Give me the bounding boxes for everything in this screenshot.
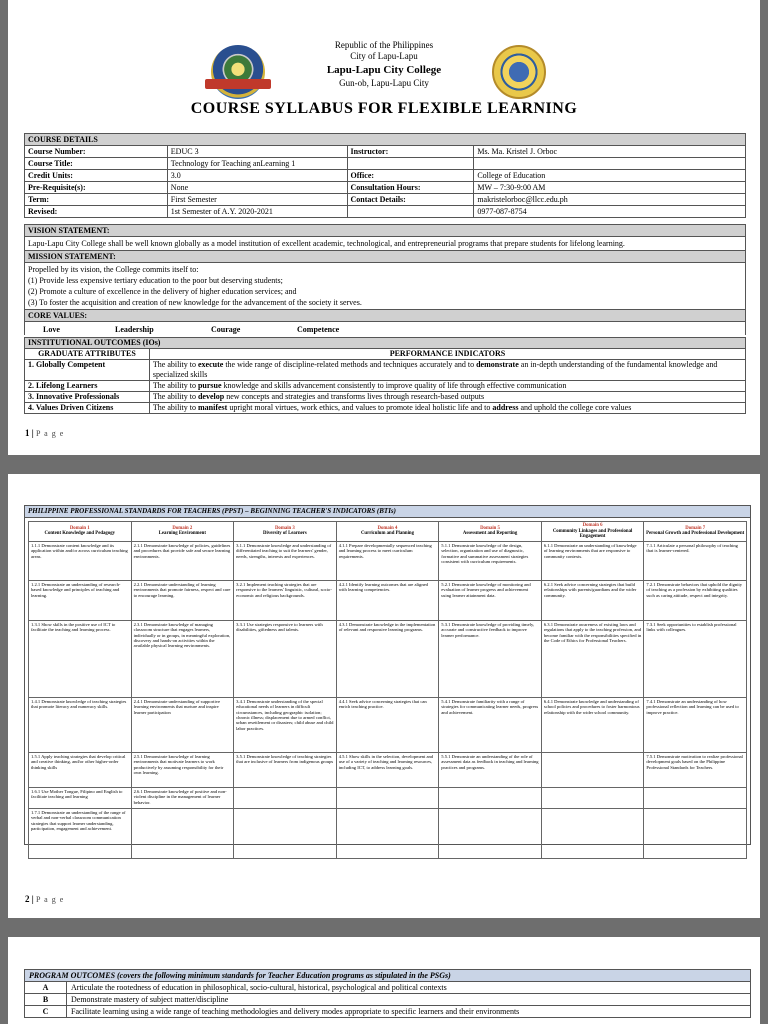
ppst-indicator-cell: 3.4.1 Demonstrate understanding of the special educational needs of learners in difficult circumstances, including geographic isolation; chronic illness; displacement due to armed conflict, urban resettlement or disasters; child abuse and child labor practices. (234, 697, 337, 752)
io-col-indicators: PERFORMANCE INDICATORS (149, 349, 745, 360)
program-outcome-text: Demonstrate mastery of subject matter/discipline (67, 994, 751, 1006)
mission-block (24, 250, 746, 310)
ppst-indicator-cell: 4.5.1 Show skills in the selection, development and use of a variety of teaching and learning resources, including ICT, to address learning goals. (336, 752, 439, 787)
ppst-indicator-cell (336, 808, 439, 858)
program-outcome-row (25, 994, 751, 1006)
io-attribute: 1. Globally Competent (25, 360, 150, 381)
ppst-indicator-cell: 7.4.1 Demonstrate an understanding of how professional reflection and learning can be used to improve practice. (644, 697, 747, 752)
ppst-indicator-cell (439, 787, 542, 808)
program-outcomes-table (24, 969, 751, 1018)
ppst-indicator-cell (541, 752, 644, 787)
io-row (25, 360, 746, 381)
ppst-indicator-cell (131, 808, 234, 858)
io-heading: INSTITUTIONAL OUTCOMES (IOs) (25, 338, 746, 349)
ppst-indicator-cell: 5.4.1 Demonstrate familiarity with a range of strategies for communicating learner needs, progress and achievement. (439, 697, 542, 752)
io-indicator: The ability to manifest upright moral virtues, work ethics, and values to promote ideal holistic life and to address and uphold the college core values (149, 403, 745, 414)
ppst-indicator-cell: 3.3.1 Use strategies responsive to learners with disabilities, giftedness and talents. (234, 620, 337, 697)
ppst-indicator-cell: 1.3.1 Show skills in the positive use of ICT to facilitate the teaching and learning process. (29, 620, 132, 697)
revised-label: Revised: (25, 206, 168, 218)
ppst-indicator-cell: 7.2.1 Demonstrate behaviors that uphold the dignity of teaching as a profession by exhibiting qualities such as caring attitude, respect and integrity. (644, 580, 747, 620)
core-values-block (24, 309, 746, 335)
ppst-domain-header: Domain 7 Personal Growth and Professional Development (644, 522, 747, 542)
core-value-item: Courage (211, 325, 241, 334)
term-value: First Semester (167, 194, 347, 206)
prereq-label: Pre-Requisite(s): (25, 182, 168, 194)
ppst-indicator-cell (234, 787, 337, 808)
ppst-indicator-cell: 2.6.1 Demonstrate knowledge of positive and non-violent discipline in the management of learner behavior. (131, 787, 234, 808)
ppst-indicator-cell: 7.5.1 Demonstrate motivation to realize professional development goals based on the Philippine Professional Standards for Teachers. (644, 752, 747, 787)
page-3 (8, 937, 760, 1024)
revised-value: 1st Semester of A.Y. 2020-2021 (167, 206, 347, 218)
io-col-attributes: GRADUATE ATTRIBUTES (25, 349, 150, 360)
io-row (25, 392, 746, 403)
ppst-row (29, 752, 747, 787)
course-details-heading: COURSE DETAILS (25, 134, 746, 146)
core-value-item: Leadership (115, 325, 154, 334)
ppst-indicator-cell: 1.4.1 Demonstrate knowledge of teaching strategies that promote literacy and numeracy skills. (29, 697, 132, 752)
program-outcome-row (25, 1006, 751, 1018)
ppst-row (29, 808, 747, 858)
io-attribute: 2. Lifelong Learners (25, 381, 150, 392)
ppst-indicator-cell: 6.1.1 Demonstrate an understanding of knowledge of learning environments that are responsive to community contexts. (541, 541, 644, 580)
ppst-indicator-cell: 7.3.1 Seek opportunities to establish professional links with colleagues. (644, 620, 747, 697)
ppst-indicator-cell: 6.3.1 Demonstrate awareness of existing laws and regulations that apply to the teaching profession, and become familiar with the responsibilities specified in the Code of Ethics for Professional Teachers. (541, 620, 644, 697)
ppst-indicator-cell (541, 787, 644, 808)
ppst-indicator-cell (644, 808, 747, 858)
ppst-indicator-cell (234, 808, 337, 858)
io-indicator: The ability to pursue knowledge and skills advancement consistently to improve quality of life through effective communication (149, 381, 745, 392)
io-indicator: The ability to develop new concepts and strategies and transforms lives through research-based outputs (149, 392, 745, 403)
college-name: Lapu-Lapu City College (326, 64, 442, 76)
ppst-indicator-cell: 6.4.1 Demonstrate knowledge and understanding of school policies and procedures to foster harmonious relationship with the wider school community. (541, 697, 644, 752)
ppst-indicator-cell: 4.2.1 Identify learning outcomes that are aligned with learning competencies. (336, 580, 439, 620)
core-value-item: Love (43, 325, 60, 334)
vision-heading: VISION STATEMENT: (25, 225, 745, 237)
ppst-domain-header: Domain 2 Learning Environment (131, 522, 234, 542)
ppst-indicator-cell: 6.2.1 Seek advice concerning strategies that build relationships with parents/guardians and the wider community. (541, 580, 644, 620)
io-indicator: The ability to execute the wide range of discipline-related methods and techniques accurately and to demonstrate an in-depth understanding of the fundamental knowledge and specialized skills (149, 360, 745, 381)
program-outcomes-heading: PROGRAM OUTCOMES (covers the following minimum standards for Teacher Education programs as stipulated in the PSGs) (25, 970, 751, 982)
instructor-label: Instructor: (347, 146, 474, 158)
ppst-indicator-cell (336, 787, 439, 808)
program-outcome-letter: B (25, 994, 67, 1006)
ppst-indicator-cell (541, 808, 644, 858)
ppst-indicator-cell: 1.2.1 Demonstrate an understanding of research-based knowledge and principles of teaching and learning. (29, 580, 132, 620)
program-outcome-text: Articulate the rootedness of education in philosophical, socio-cultural, historical, psychological and political contexts (67, 982, 751, 994)
ppst-table (28, 521, 747, 859)
ppst-indicator-cell: 2.2.1 Demonstrate understanding of learning environments that promote fairness, respect and care to encourage learning. (131, 580, 234, 620)
ppst-indicator-cell: 2.3.1 Demonstrate knowledge of managing classroom structure that engages learners, individually or in groups, in meaningful exploration, discovery and hands-on activities within the available physical learning environments. (131, 620, 234, 697)
header-text (8, 40, 760, 89)
instructor-value: Ms. Ma. Kristel J. Orboc (474, 146, 746, 158)
ppst-indicator-cell: 2.5.1 Demonstrate knowledge of learning environments that motivate learners to work productively by assuming responsibility for their own learning. (131, 752, 234, 787)
ppst-indicator-cell: 1.5.1 Apply teaching strategies that develop critical and creative thinking, and/or other higher-order thinking skills (29, 752, 132, 787)
ppst-indicator-cell: 4.4.1 Seek advice concerning strategies that can enrich teaching practice. (336, 697, 439, 752)
io-row (25, 381, 746, 392)
ppst-domain-header: Domain 3 Diversity of Learners (234, 522, 337, 542)
prereq-value: None (167, 182, 347, 194)
ppst-indicator-cell: 2.4.1 Demonstrate understanding of supportive learning environments that nurture and inspire learner participation (131, 697, 234, 752)
syllabus-header (8, 0, 760, 125)
ppst-indicator-cell: 7.1.1 Articulate a personal philosophy of teaching that is learner-centered. (644, 541, 747, 580)
mission-line: Propelled by its vision, the College commits itself to: (28, 265, 199, 274)
institutional-outcomes-table (24, 337, 746, 414)
ppst-indicator-cell: 5.3.1 Demonstrate knowledge of providing timely, accurate and constructive feedback to improve learner performance. (439, 620, 542, 697)
ppst-indicator-cell: 5.5.1 Demonstrate an understanding of the role of assessment data as feedback in teaching and learning practices and programs. (439, 752, 542, 787)
core-values-heading: CORE VALUES: (25, 310, 745, 322)
ppst-row (29, 541, 747, 580)
term-label: Term: (25, 194, 168, 206)
io-attribute: 4. Values Driven Citizens (25, 403, 150, 414)
ppst-indicator-cell: 1.7.1 Demonstrate an understanding of the range of verbal and non-verbal classroom communication strategies that support learner understanding, participation, engagement and achievement. (29, 808, 132, 858)
ppst-indicator-cell: 3.5.1 Demonstrate knowledge of teaching strategies that are inclusive of learners from indigenous groups (234, 752, 337, 787)
page-number-2: 2 | P a g e (25, 894, 65, 904)
city-line: City of Lapu-Lapu (350, 51, 418, 61)
ppst-domain-header: Domain 4 Curriculum and Planning (336, 522, 439, 542)
credit-units-value: 3.0 (167, 170, 347, 182)
ppst-indicator-cell: 5.1.1 Demonstrate knowledge of the design, selection, organization and use of diagnostic, formative and summative assessment strategies consistent with curriculum requirements. (439, 541, 542, 580)
contact-email[interactable]: makristelorboc@llcc.edu.ph (474, 194, 746, 206)
course-title-value: Technology for Teaching anLearning 1 (167, 158, 347, 170)
office-label: Office: (347, 170, 474, 182)
vision-block (24, 224, 746, 251)
consultation-value: MW – 7:30-9:00 AM (474, 182, 746, 194)
program-outcome-row (25, 982, 751, 994)
contact-phone: 0977-087-8754 (474, 206, 746, 218)
ppst-row (29, 697, 747, 752)
ppst-indicator-cell: 2.1.1 Demonstrate knowledge of policies, guidelines and procedures that provide safe and secure learning environments. (131, 541, 234, 580)
mission-heading: MISSION STATEMENT: (25, 251, 745, 263)
ppst-row (29, 580, 747, 620)
office-value: College of Education (474, 170, 746, 182)
program-outcome-letter: A (25, 982, 67, 994)
ppst-row (29, 620, 747, 697)
mission-line: (3) To foster the acquisition and creation of new knowledge for the advancement of the society it serves. (28, 298, 362, 307)
page-1 (8, 0, 760, 455)
course-number-label: Course Number: (25, 146, 168, 158)
ppst-domain-header: Domain 5 Assessment and Reporting (439, 522, 542, 542)
course-number-value: EDUC 3 (167, 146, 347, 158)
mission-line: (2) Promote a culture of excellence in the delivery of higher education services; and (28, 287, 297, 296)
core-values-row (25, 322, 745, 335)
program-outcome-letter: C (25, 1006, 67, 1018)
course-title-label: Course Title: (25, 158, 168, 170)
io-attribute: 3. Innovative Professionals (25, 392, 150, 403)
course-details-table (24, 133, 746, 218)
ppst-indicator-cell: 4.1.1 Prepare developmentally sequenced teaching and learning process to meet curriculum requirements. (336, 541, 439, 580)
mission-text (25, 263, 745, 309)
republic-line: Republic of the Philippines (334, 40, 434, 50)
page-number-1: 1 | P a g e (25, 428, 65, 438)
credit-units-label: Credit Units: (25, 170, 168, 182)
ppst-indicator-cell (439, 808, 542, 858)
ppst-domain-header: Domain 6 Community Linkages and Professional Engagement (541, 522, 644, 542)
vision-text: Lapu-Lapu City College shall be well known globally as a model institution of excellent academic, technological, and entrepreneurial programs that prepare students for lifelong learning. (28, 239, 625, 248)
ppst-indicator-cell: 1.1.1 Demonstrate content knowledge and its application within and/or across curriculum teaching areas. (29, 541, 132, 580)
ppst-indicator-cell: 4.3.1 Demonstrate knowledge in the implementation of relevant and responsive learning programs. (336, 620, 439, 697)
ppst-row (29, 787, 747, 808)
contact-label: Contact Details: (347, 194, 474, 206)
program-outcome-text: Facilitate learning using a wide range of teaching methodologies and delivery modes appropriate to specific learners and their environments (67, 1006, 751, 1018)
mission-line: (1) Provide less expensive tertiary education to the poor but deserving students; (28, 276, 283, 285)
core-value-item: Competence (297, 325, 340, 334)
ppst-title: PHILIPPINE PROFESSIONAL STANDARDS FOR TEACHERS (PPST) – BEGINNING TEACHER'S INDICATORS (BTIs) (25, 506, 750, 518)
ppst-domain-header: Domain 1 Content Knowledge and Pedagogy (29, 522, 132, 542)
address-line: Gun-ob, Lapu-Lapu City (339, 78, 429, 88)
page-2 (8, 474, 760, 918)
ppst-block (24, 505, 751, 845)
document-title: COURSE SYLLABUS FOR FLEXIBLE LEARNING (190, 100, 578, 117)
ppst-indicator-cell: 5.2.1 Demonstrate knowledge of monitoring and evaluation of learner progress and achievement using learner attainment data. (439, 580, 542, 620)
ppst-indicator-cell: 3.2.1 Implement teaching strategies that are responsive to the learners' linguistic, cultural, socio-economic and religious backgrounds. (234, 580, 337, 620)
ppst-indicator-cell (644, 787, 747, 808)
ppst-indicator-cell: 3.1.1 Demonstrate knowledge and understanding of differentiated teaching to suit the learners' gender, needs, strengths, interests and experiences. (234, 541, 337, 580)
ppst-indicator-cell: 1.6.1 Use Mother Tongue, Filipino and English to facilitate teaching and learning (29, 787, 132, 808)
consultation-label: Consultation Hours: (347, 182, 474, 194)
io-row (25, 403, 746, 414)
